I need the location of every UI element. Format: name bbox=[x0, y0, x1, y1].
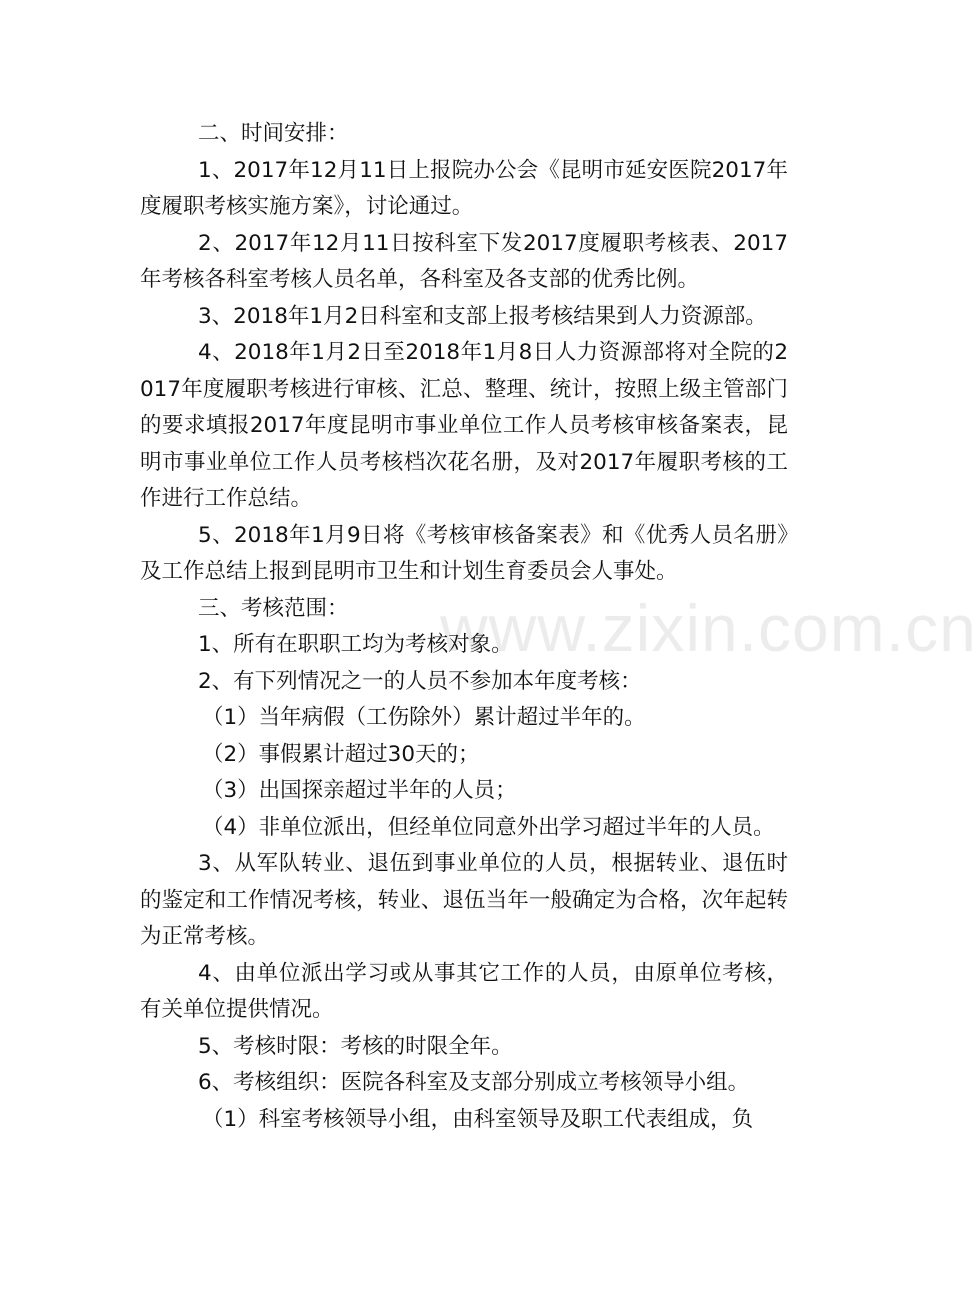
schedule-item-4: 4、2018年1月2日至2018年1月8日人力资源部将对全院的2017年度履职考核进行审核、汇总、整理、统计，按照上级主管部门的要求填报2017年度昆明市事业单位工作人员考核审核备案表，昆明市事业单位工作人员考核档次花名册，及对2017年履职考核的工作进行工作总结。 bbox=[140, 340, 788, 511]
section-heading-scope: 三、考核范围： bbox=[198, 595, 349, 621]
scope-item-2: 2、有下列情况之一的人员不参加本年度考核： bbox=[198, 668, 642, 694]
exclusion-item-1: （1）当年病假（工伤除外）累计超过半年的。 bbox=[202, 705, 646, 730]
document-body bbox=[140, 116, 788, 1138]
scope-item-6: 6、考核组织：医院各科室及支部分别成立考核领导小组。 bbox=[198, 1070, 750, 1095]
exclusion-item-2: （2）事假累计超过30天的； bbox=[202, 741, 480, 767]
organization-item-1: （1）科室考核领导小组，由科室领导及职工代表组成，负 bbox=[202, 1106, 754, 1132]
watermark: www.zixin.com.cn bbox=[440, 591, 977, 665]
schedule-item-5: 5、2018年1月9日将《考核审核备案表》和《优秀人员名册》及工作总结上报到昆明市卫生和计划生育委员会人事处。 bbox=[140, 522, 788, 584]
section-heading-schedule: 二、时间安排： bbox=[198, 121, 349, 146]
exclusion-item-3: （3）出国探亲超过半年的人员； bbox=[202, 778, 517, 803]
schedule-item-3: 3、2018年1月2日科室和支部上报考核结果到人力资源部。 bbox=[198, 303, 767, 329]
scope-item-3: 3、从军队转业、退伍到事业单位的人员，根据转业、退伍时的鉴定和工作情况考核，转业、退伍当年一般确定为合格，次年起转为正常考核。 bbox=[140, 851, 788, 949]
scope-item-5: 5、考核时限：考核的时限全年。 bbox=[198, 1033, 513, 1059]
schedule-item-1: 1、2017年12月11日上报院办公会《昆明市延安医院2017年度履职考核实施方案》，讨论通过。 bbox=[140, 157, 788, 219]
scope-item-1: 1、所有在职职工均为考核对象。 bbox=[198, 632, 513, 657]
schedule-item-2: 2、2017年12月11日按科室下发2017度履职考核表、2017年考核各科室考核人员名单，各科室及各支部的优秀比例。 bbox=[140, 230, 788, 292]
exclusion-item-4: （4）非单位派出，但经单位同意外出学习超过半年的人员。 bbox=[202, 814, 775, 840]
scope-item-4: 4、由单位派出学习或从事其它工作的人员，由原单位考核，有关单位提供情况。 bbox=[140, 960, 788, 1022]
